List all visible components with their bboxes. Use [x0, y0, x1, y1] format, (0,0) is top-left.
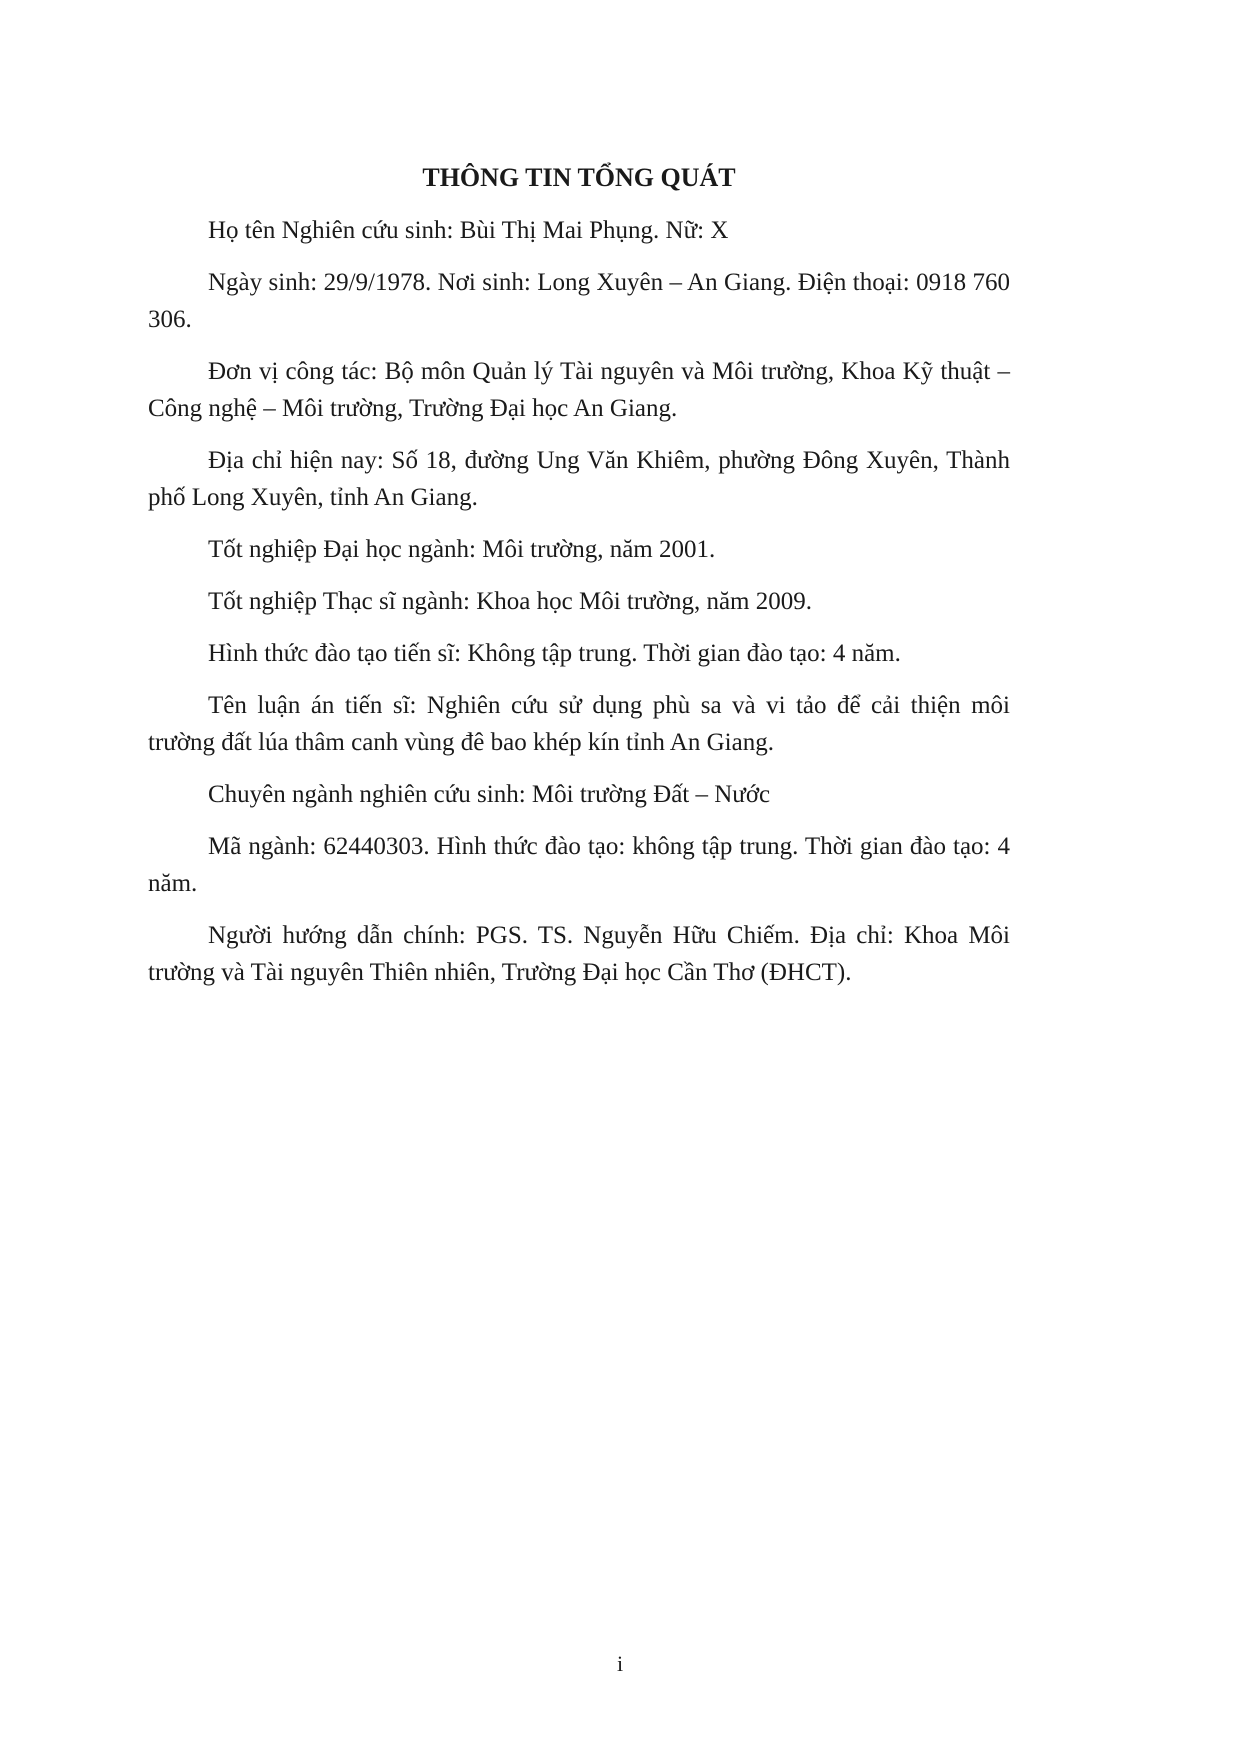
paragraph-workplace: Đơn vị công tác: Bộ môn Quản lý Tài nguyên và Môi trường, Khoa Kỹ thuật – Công nghệ – Môi trường, Trường Đại học An Giang.: [148, 358, 1010, 422]
page-title: THÔNG TIN TỔNG QUÁT: [422, 163, 736, 192]
paragraph-major-code: Mã ngành: 62440303. Hình thức đào tạo: không tập trung. Thời gian đào tạo: 4 năm.: [148, 833, 1010, 897]
paragraph-bachelor: Tốt nghiệp Đại học ngành: Môi trường, năm 2001.: [208, 536, 716, 563]
paragraph-birth-info: Ngày sinh: 29/9/1978. Nơi sinh: Long Xuyên – An Giang. Điện thoại: 0918 760 306.: [148, 269, 1010, 333]
page-number: i: [616, 1651, 624, 1676]
document-body: [148, 212, 1010, 1006]
paragraph-full-name: Họ tên Nghiên cứu sinh: Bùi Thị Mai Phụng. Nữ: X: [208, 217, 729, 244]
paragraph-supervisor: Người hướng dẫn chính: PGS. TS. Nguyễn Hữu Chiếm. Địa chỉ: Khoa Môi trường và Tài nguyên Thiên nhiên, Trường Đại học Cần Thơ (ĐHCT).: [148, 922, 1010, 986]
paragraph-training-mode: Hình thức đào tạo tiến sĩ: Không tập trung. Thời gian đào tạo: 4 năm.: [208, 640, 901, 667]
paragraph-specialization: Chuyên ngành nghiên cứu sinh: Môi trường Đất – Nước: [208, 781, 771, 808]
paragraph-address: Địa chỉ hiện nay: Số 18, đường Ung Văn Khiêm, phường Đông Xuyên, Thành phố Long Xuyên, tỉnh An Giang.: [148, 447, 1010, 511]
paragraph-thesis-title: Tên luận án tiến sĩ: Nghiên cứu sử dụng phù sa và vi tảo để cải thiện môi trường đất lúa thâm canh vùng đê bao khép kín tỉnh An Giang.: [148, 692, 1010, 756]
paragraph-master: Tốt nghiệp Thạc sĩ ngành: Khoa học Môi trường, năm 2009.: [208, 588, 812, 615]
